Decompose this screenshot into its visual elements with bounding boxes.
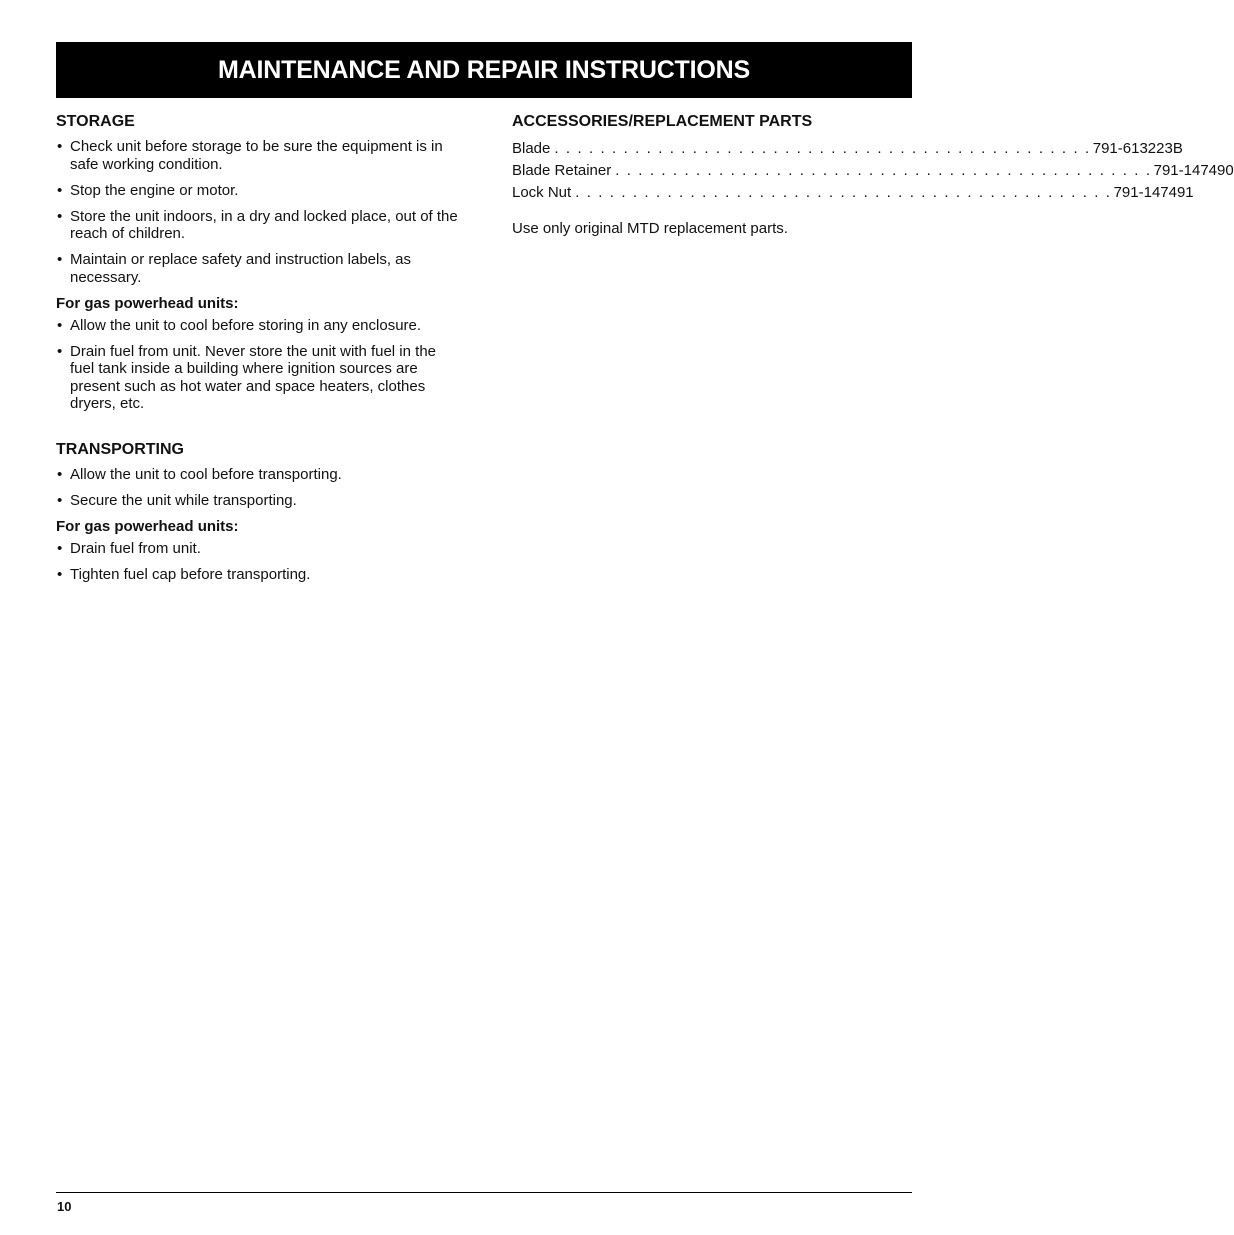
part-name: Lock Nut: [512, 184, 572, 201]
storage-heading: STORAGE: [56, 113, 135, 130]
page-title: MAINTENANCE AND REPAIR INSTRUCTIONS: [218, 55, 750, 84]
storage-section: [56, 112, 458, 413]
parts-note: Use only original MTD replacement parts.: [512, 220, 788, 237]
page-number: 10: [57, 1199, 72, 1214]
footer-divider: [56, 1192, 912, 1193]
list-item: • Drain fuel from unit. Never store the unit with fuel in the fuel tank inside a building where ignition sources are present such as hot water and space heaters, clothes dryers, etc.: [56, 343, 458, 413]
part-name: Blade: [512, 140, 551, 157]
part-row-blade: [512, 138, 1183, 160]
transporting-section: [56, 440, 458, 584]
transporting-gas-list: [56, 540, 458, 584]
storage-list: [56, 138, 458, 286]
part-row-blade-retainer: [512, 160, 1234, 182]
list-item: • Maintain or replace safety and instruction labels, as necessary.: [56, 251, 458, 286]
page-header-banner: [56, 42, 912, 98]
list-item: • Drain fuel from unit.: [56, 540, 458, 558]
part-number: 791-613223B: [1092, 140, 1183, 157]
right-column: [512, 112, 1234, 254]
left-column: [56, 112, 458, 592]
part-number: 791-147491: [1113, 184, 1194, 201]
leader-dots: . . . . . . . . . . . . . . . . . . . . . . . . . . . . . . . . . . . . . . . . . . . . . . .: [615, 162, 1152, 179]
parts-list: [512, 138, 1234, 204]
list-item: • Tighten fuel cap before transporting.: [56, 566, 458, 584]
part-number: 791-147490: [1153, 162, 1234, 179]
transporting-gas-subheading: For gas powerhead units:: [56, 517, 239, 535]
list-item: • Allow the unit to cool before storing in any enclosure.: [56, 317, 458, 335]
transporting-list: [56, 466, 458, 510]
leader-dots: . . . . . . . . . . . . . . . . . . . . . . . . . . . . . . . . . . . . . . . . . . . . . . .: [554, 140, 1091, 157]
list-item: • Store the unit indoors, in a dry and locked place, out of the reach of children.: [56, 208, 458, 243]
storage-gas-list: [56, 317, 458, 413]
list-item: • Stop the engine or motor.: [56, 182, 458, 200]
list-item: • Check unit before storage to be sure the equipment is in safe working condition.: [56, 138, 458, 173]
part-row-lock-nut: [512, 182, 1194, 204]
transporting-heading: TRANSPORTING: [56, 440, 184, 458]
part-name: Blade Retainer: [512, 162, 612, 179]
leader-dots: . . . . . . . . . . . . . . . . . . . . . . . . . . . . . . . . . . . . . . . . . . . . . . .: [575, 184, 1112, 201]
list-item: • Secure the unit while transporting.: [56, 492, 458, 510]
list-item: • Allow the unit to cool before transporting.: [56, 466, 458, 484]
parts-heading: ACCESSORIES/REPLACEMENT PARTS: [512, 113, 813, 130]
parts-section: [512, 112, 1234, 239]
storage-gas-subheading: For gas powerhead units:: [56, 294, 239, 312]
